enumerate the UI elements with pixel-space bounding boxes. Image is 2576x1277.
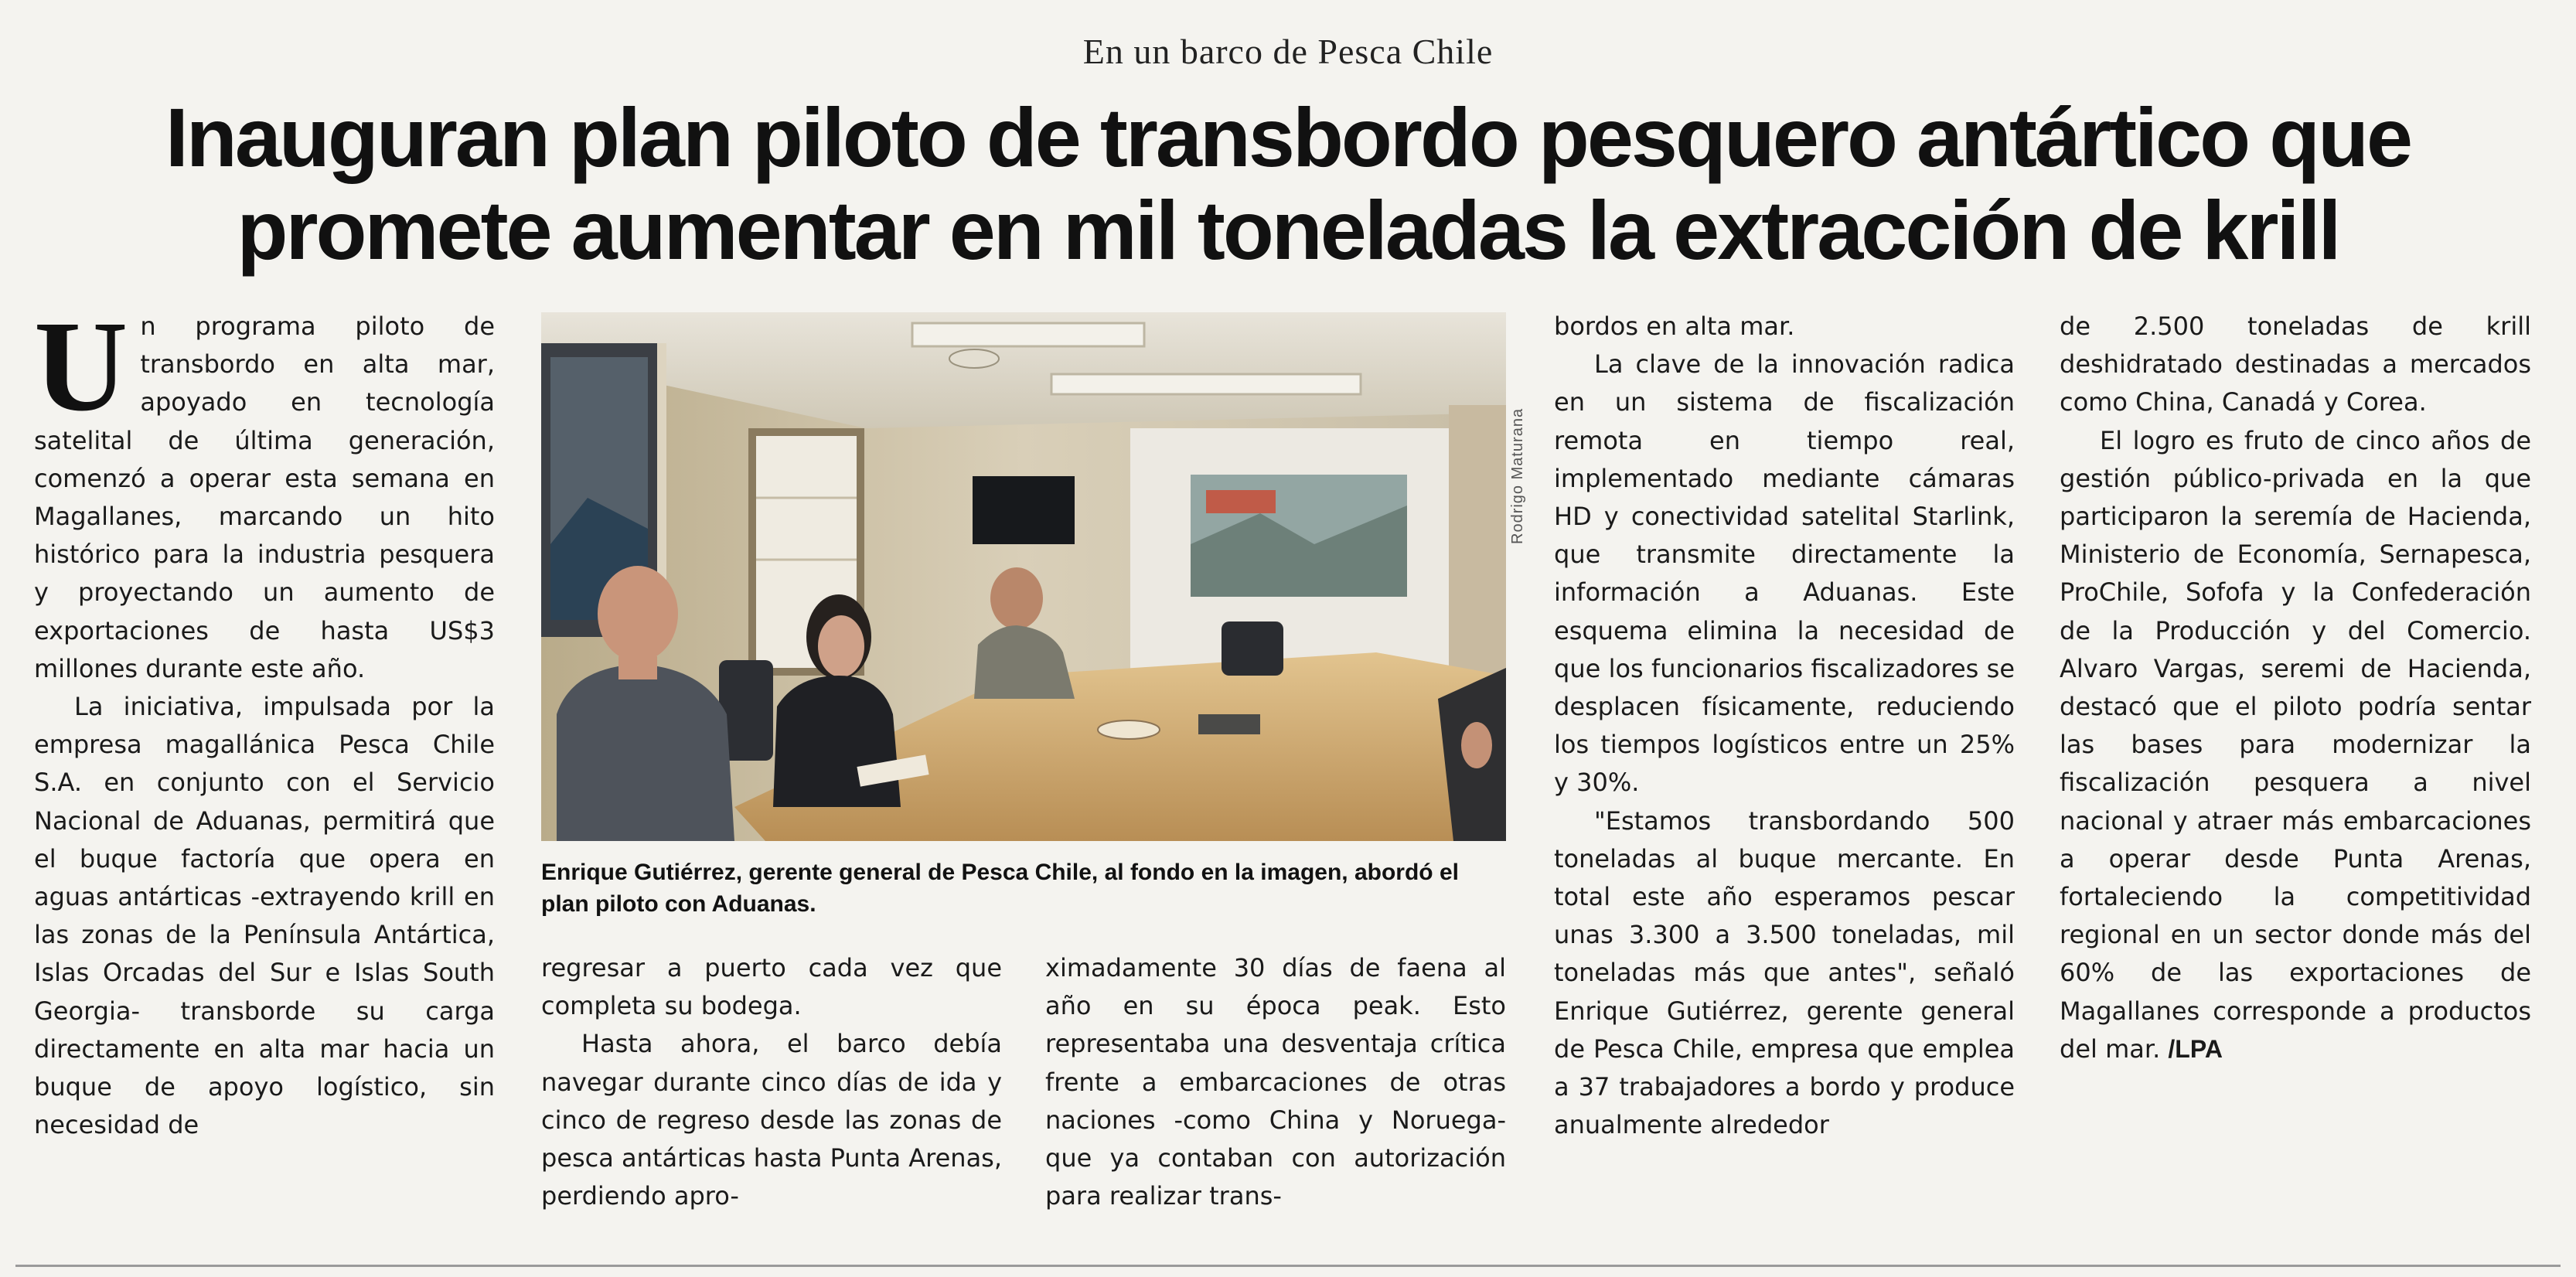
column-1 xyxy=(34,295,495,1144)
photo-credit: Rodrigo Maturana xyxy=(1509,407,1526,544)
paragraph: de 2.500 toneladas de krill deshidratado destinadas a mercados como China, Canadá y Corea. xyxy=(2060,312,2531,417)
paragraph: "Estamos transbordando 500 toneladas al buque mercante. En total este año esperamos pescar unas 3.300 a 3.500 toneladas, mil toneladas más que antes", señaló Enrique Gutiérrez, gerente general de Pesca Chile, empresa que emplea a 37 trabajadores a bordo y produce anualmente alrededor xyxy=(1554,805,2015,1140)
headline xyxy=(0,91,2576,277)
paragraph xyxy=(34,295,495,688)
paragraph: La clave de la innovación radica en un sistema de fiscalización remota en tiempo real, implementado mediante cámaras HD y conectividad satelital Starlink, que transmite directamente la información a Aduanas. Este esquema elimina la necesidad de que los funcionarios fiscalizadores se desplacen físicamente, reduciendo los tiempos logísticos entre un 25% y 30%. xyxy=(1554,349,2015,798)
paragraph-text: n programa piloto de transbordo en alta mar, apoyado en tecnología satelital de última generación, comenzó a operar esta semana en Magallanes, marcando un hito histórico para la industria pesquera y proyectando un aumento de exportaciones de hasta US$3 millones durante este año. xyxy=(34,312,495,683)
bottom-rule xyxy=(15,1265,2561,1267)
paragraph: bordos en alta mar. xyxy=(1554,312,1795,341)
meeting-room-image xyxy=(541,312,1506,841)
paragraph: ximadamente 30 días de faena al año en su época peak. Esto representaba una desventaja crítica frente a embarcaciones de otras naciones -como China y Noruega- que ya contaban con autorización para realizar trans- xyxy=(1045,953,1506,1211)
paragraph xyxy=(2060,422,2531,1068)
column-3 xyxy=(1045,949,1506,1215)
photo-caption: Enrique Gutiérrez, gerente general de Pesca Chile, al fondo en la imagen, abordó el plan piloto con Aduanas. xyxy=(541,860,1459,917)
column-2 xyxy=(541,949,1002,1215)
paragraph: La iniciativa, impulsada por la empresa magallánica Pesca Chile S.A. en conjunto con el Servicio Nacional de Aduanas, permitirá que el buque factoría que opera en aguas antárticas -extrayendo krill en las zonas de la Península Antártica, Islas Orcadas del Sur e Islas South Georgia- transborde su carga directamente en alta mar hacia un buque de apoyo logístico, sin necesidad de xyxy=(34,692,495,1140)
paragraph: regresar a puerto cada vez que completa su bodega. xyxy=(541,953,1002,1021)
column-5 xyxy=(2060,308,2531,1068)
column-4 xyxy=(1554,308,2015,1144)
headline-line-2: promete aumentar en mil toneladas la extracción de krill xyxy=(237,183,2339,277)
paragraph: Hasta ahora, el barco debía navegar durante cinco días de ida y cinco de regreso desde las zonas de pesca antárticas hasta Punta Arenas, perdiendo apro- xyxy=(541,1029,1003,1211)
meeting-photo xyxy=(541,312,1506,841)
author-signature: /LPA xyxy=(2168,1034,2223,1063)
paragraph-text: El logro es fruto de cinco años de gestión público-privada en la que participaron la seremía de Hacienda, Ministerio de Economía, Sernapesca, ProChile, Sofofa y la Confederación de la Producción y del Comercio. Alvaro Vargas, seremi de Hacienda, destacó que el piloto podría sentar las bases para modernizar la fiscalización pesquera a nivel nacional y atraer más embarcaciones a operar desde Punta Arenas, fortaleciendo la competitividad regional en un sector donde más del 60% de las exportaciones de Magallanes corresponde a productos del mar. xyxy=(2060,425,2531,1064)
kicker: En un barco de Pesca Chile xyxy=(1082,32,1494,71)
drop-cap: U xyxy=(34,295,128,438)
headline-line-1: Inauguran plan piloto de transbordo pesquero antártico que xyxy=(165,90,2411,184)
